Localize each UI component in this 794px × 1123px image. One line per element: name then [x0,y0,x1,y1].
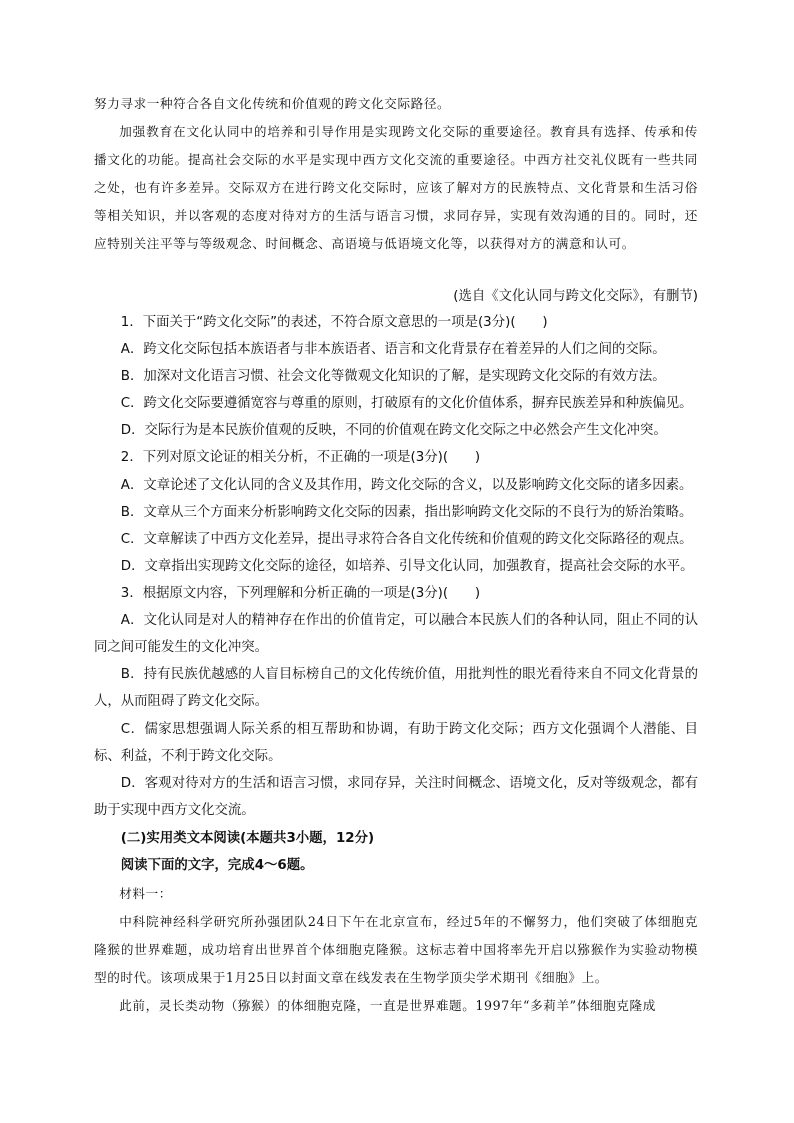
question-3-stem: 3．根据原文内容，下列理解和分析正确的一项是(3分)( ) [120,586,481,601]
question-3-option-a: A．文化认同是对人的精神存在作出的价值肯定，可以融合本民族人们的各种认同，阻止不同的认同之间可能发生的文化冲突。 [94,613,698,656]
question-3-option-d: D．客观对待对方的生活和语言习惯，求同存异，关注时间概念、语境文化，反对等级观念，都有助于实现中西方文化交流。 [94,776,698,819]
question-2-option-a: A．文章论述了文化认同的含义及其作用，跨文化交际的含义，以及影响跨文化交际的诸多因素。 [120,478,693,493]
question-2-option-d: D．文章指出实现跨文化交际的途径，如培养、引导文化认同，加强教育，提高社会交际的水平。 [120,559,694,574]
question-3-option-b: B．持有民族优越感的人盲目标榜自己的文化传统价值，用批判性的眼光看待来自不同文化背景的人，从而阻碍了跨文化交际。 [94,667,698,710]
material-1-paragraph-1: 中科院神经科学研究所孙强团队24日下午在北京宣布，经过5年的不懈努力，他们突破了体细胞克隆猴的世界难题，成功培育出世界首个体细胞克隆猴。这标志着中国将率先开启以猕猴作为实验动物模型的时代。该项成果于1月25日以封面文章在线发表在生物学顶尖学术期刊《细胞》上。 [94,914,698,985]
question-2-option-b: B．文章从三个方面来分析影响跨文化交际的因素，指出影响跨文化交际的不良行为的矫治策略。 [120,505,693,520]
passage-paragraph-continued: 努力寻求一种符合各自文化传统和价值观的跨文化交际路径。 [94,96,451,111]
question-2-option-c: C．文章解读了中西方文化差异，提出寻求符合各自文化传统和价值观的跨文化交际路径的观点。 [120,532,693,547]
question-1-option-b: B．加深对文化语言习惯、社会文化等微观文化知识的了解，是实现跨文化交际的有效方法。 [120,369,666,384]
material-1-paragraph-2: 此前，灵长类动物（猕猴）的体细胞克隆，一直是世界难题。1997年“多莉羊”体细胞克隆成 [119,998,656,1013]
question-1-option-a: A．跨文化交际包括本族语者与非本族语者、语言和文化背景存在着差异的人们之间的交际。 [120,342,666,357]
section-2-heading: (二)实用类文本阅读(本题共3小题，12分) [120,831,375,846]
question-1-stem: 1．下面关于“跨文化交际”的表述，不符合原文意思的一项是(3分)( ) [120,315,548,330]
section-2-instruction: 阅读下面的文字，完成4～6题。 [120,858,314,873]
question-1-option-c: C．跨文化交际要遵循宽容与尊重的原则，打破原有的文化价值体系，摒弃民族差异和种族偏见。 [120,396,693,411]
question-1-option-d: D．交际行为是本民族价值观的反映，不同的价值观在跨文化交际之中必然会产生文化冲突。 [120,423,667,438]
question-2-stem: 2．下列对原文论证的相关分析，不正确的一项是(3分)( ) [120,450,481,465]
passage-source: (选自《文化认同与跨文化交际》，有删节) [453,289,698,304]
question-3-option-c: C．儒家思想强调人际关系的相互帮助和协调，有助于跨文化交际；西方文化强调个人潜能、目标、利益，不利于跨文化交际。 [94,722,698,765]
material-1-label: 材料一： [119,886,172,901]
passage-paragraph-education: 加强教育在文化认同中的培养和引导作用是实现跨文化交际的重要途径。教育具有选择、传承和传播文化的功能。提高社会交际的水平是实现中西方文化交流的重要途径。中西方社交礼仪既有一些共同之处，也有许多差异。交际双方在进行跨文化交际时，应该了解对方的民族特点、文化背景和生活习俗等相关知识，并以客观的态度对待对方的生活与语言习惯，求同存异，实现有效沟通的目的。同时，还应特别关注平等与等级观念、时间概念、高语境与低语境文化等，以获得对方的满意和认可。 [94,124,698,251]
